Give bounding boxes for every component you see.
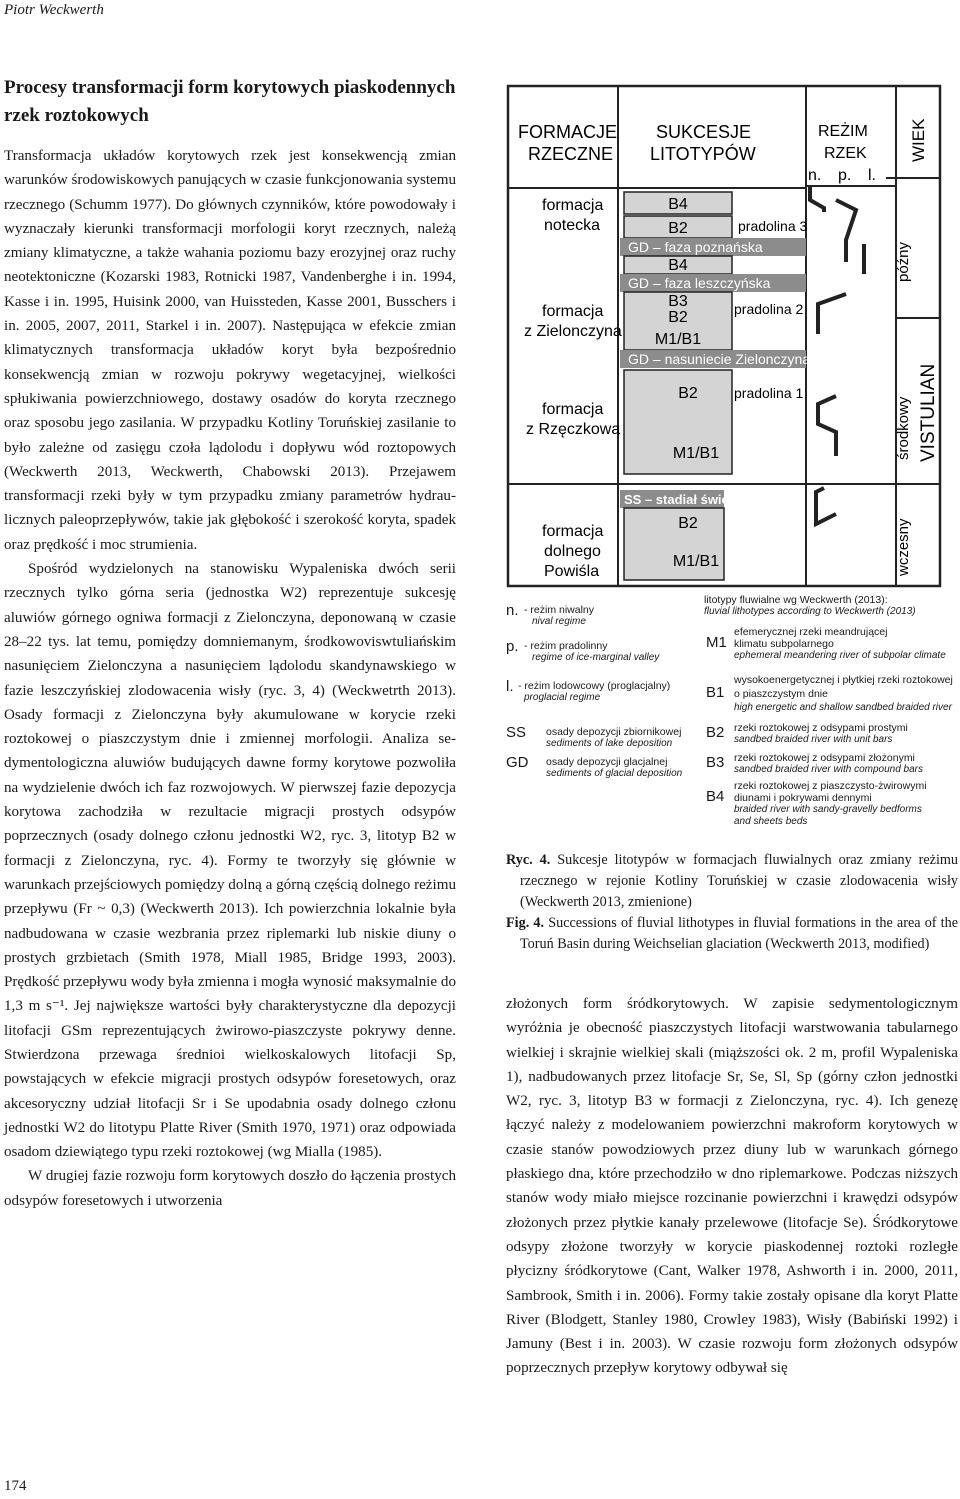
caption-pl-text: Sukcesje litotypów w formacjach fluwialnych oraz zmiany reżimu rzecznego w rejonie Kotliny Toruńskiej w czasie zlodowacenia wisły (Weckwerth 2013, zmienione) <box>520 852 959 910</box>
label-gd-poznan: GD – faza poznańska <box>628 239 763 255</box>
caption-en-label: Fig. 4. <box>506 915 545 931</box>
legend-code-p: p. <box>506 638 519 655</box>
caption-pl <box>506 850 958 913</box>
legend-en-gd: sediments of glacial deposition <box>546 768 683 779</box>
caption-en <box>506 913 958 955</box>
legend-pl2-m1: klimatu subpolarnego <box>734 638 834 650</box>
legend-code-b2: B2 <box>706 724 725 741</box>
legend-en1-m1: ephemeral meandering river of subpolar climate <box>734 650 946 661</box>
label-pradolina-3: pradolina 3 <box>738 218 808 234</box>
legend-en-ss: sediments of lake deposition <box>546 738 673 749</box>
hdr-successions-1: SUKCESJE <box>656 122 752 142</box>
legend-pl1-b2: rzeki roztokowej z odsypami prostymi <box>734 722 908 734</box>
hdr-regime-1: REŻIM <box>818 123 868 140</box>
legend-en1-b4: braided river with sandy-gravelly bedforms <box>734 804 922 815</box>
hdr-regime-n: n. <box>808 167 822 184</box>
regime-mark-6 <box>816 488 836 524</box>
legend-code-b3: B3 <box>706 754 725 771</box>
regime-mark-4 <box>818 294 846 334</box>
legend-pl-gd: osady depozycji glacjalnej <box>546 756 668 768</box>
formation-powisle-1: formacja <box>542 523 604 540</box>
litho-b2-low: B2 <box>678 385 698 402</box>
hdr-age: WIEK <box>909 118 928 162</box>
paragraph-2: Spośród wydzielonych na stanowisku Wypaleniska dwóch serii rzecznych tylko górna seria (jednostka W2) reprezentuje sukcesję aluwiów górnego ogniwa formacji z Zielonczyna, deponowaną w czasie 28–22 tys. lat temu, pomiędzy domniemanym, środkowoviswtuliańskim nasunięciem Zielonczyna a nasunięciem lądolodu skandynawskiego w fazie leszczyńskiej zlodowacenia wisły (ryc. 3, 4) (Weckwetrth 2013). Osady formacji z Zielonczyna były akumulowane w korycie rzeki roztokowej o piaszczystym dnie i zmiennej morfologii. Analiza sedymentologiczna aluwiów budujących dawne formy korytowe pozwoliła na wydzielenie dwóch ich faz rozwojowych. W pierwszej fazie depozycja korytowa zachodziła w rezultacie migracji prostych odsypów poprzecznych (osady dolnego członu jednostki W2, ryc. 3, litotyp B2 w formacji z Zielonczyna, ryc. 4). Formy te tworzyły się głównie w warunkach przejściowych pomiędzy dolną a górną częścią dolnego reżimu przepływu (Fr ~ 0,3) (Weckwerth 2013). Ich powierzchnia lokalnie była nadbudowana w czasie wezbrania przez riplemarki lub niskie diuny o prostych grzbietach (Smith 1978, Miall 1985, Bridge 1993, 2003). Prędkość przepływu wody była zmienna i mogła wynosić maksymalnie do 1,3 m s⁻¹. Jej największe wartości były charakterystyczne dla depozycji litofacji GSm reprezentujących żwirowo-piaszczyste pokrywy denne. Stwierdzona przewaga średnioi wielkoskalowych litofacji Sp, powstających w efekcie migracji prostych odsypów foresetowych, oraz akcesoryczny udział litofacji Sr i Se upodabnia osady dolnego członu jednostki W2 do litotypu Platte River (Smith 1970, 1971) oraz odpowiada osadom dziewiątego typu rzeki roztokowej (wg Mialla (1985). <box>4 561 456 1161</box>
age-late: późny <box>895 241 912 282</box>
legend-code-b1: B1 <box>706 684 725 701</box>
legend-en-l: proglacial regime <box>524 692 601 703</box>
litho-b2-mid: B2 <box>668 309 688 326</box>
litho-b2-bot: B2 <box>678 515 698 532</box>
legend-code-l: l. <box>506 678 514 695</box>
litho-m1b1-low: M1/B1 <box>672 445 720 462</box>
section-title: Procesy transformacji form korytowych piaskodennych rzek roztokowych <box>4 77 456 126</box>
hdr-successions-2: LITOTYPÓW <box>650 144 756 164</box>
hdr-formations-1: FORMACJE <box>518 122 617 142</box>
formation-powisle-2: dolnego <box>544 543 601 560</box>
label-gd-zielonczyn: GD – nasuniecie Zielonczyna <box>628 351 811 367</box>
legend-pl1-b3: rzeki roztokowej z odsypami złożonymi <box>734 752 915 764</box>
litho-b2-top: B2 <box>668 220 688 237</box>
left-column <box>4 74 456 1213</box>
caption-en-text: Successions of fluvial lithotypes in fluvial formations in the area of the Toruń Basin during Weichselian glaciation (Weckwerth 2013, modified) <box>520 915 959 952</box>
age-vistulian: VISTULIAN <box>918 363 939 462</box>
running-head-author: Piotr Weckwerth <box>4 2 104 18</box>
hdr-regime-p: p. <box>838 167 852 184</box>
legend-en2-b4: and sheets beds <box>734 816 808 827</box>
label-pradolina-2: pradolina 2 <box>734 301 804 317</box>
legend-code-gd: GD <box>506 754 529 771</box>
label-pradolina-1: pradolina 1 <box>734 385 804 401</box>
legend-pl1-m1: efemerycznej rzeki meandrującej <box>734 626 888 638</box>
legend-code-n: n. <box>506 602 519 619</box>
legend-code-b4: B4 <box>706 788 725 805</box>
legend-pl-p: - reżim pradolinny <box>524 640 608 652</box>
caption-pl-label: Ryc. 4. <box>506 852 551 868</box>
legend-pl1-b4: rzeki roztokowej z piaszczysto-żwirowymi <box>734 780 927 792</box>
legend-pl-l: - reżim lodowcowy (proglacjalny) <box>518 680 671 692</box>
formation-rzeczkow-2: z Rzęczkowa <box>526 421 621 438</box>
age-early: wczesny <box>895 518 912 576</box>
figure-caption <box>506 850 958 955</box>
page-number: 174 <box>4 1478 27 1494</box>
left-body <box>4 144 456 1213</box>
legend-pl2-b4: diunami i pokrywami dennymi <box>734 792 872 804</box>
litho-m1b1-mid: M1/B1 <box>654 331 702 348</box>
legend-en-n: nival regime <box>532 616 586 627</box>
legend-code-ss: SS <box>506 724 527 741</box>
label-ss-swiecie: SS – stadiał świecia <box>624 492 747 507</box>
regime-mark-5 <box>818 396 836 456</box>
hdr-formations-2: RZECZNE <box>528 144 613 164</box>
legend-pl-n: - reżim niwalny <box>524 604 595 616</box>
litho-b3: B3 <box>668 293 688 310</box>
legend-pl-ss: osady depozycji zbiornikowej <box>546 726 682 738</box>
right-paragraph: złożonych form śródkorytowych. W zapisie sedymentologicznym wyróżnia je obecność piaszczystych litofacji warstwowania tabularnego wielkiej i skrajnie wielkiej skali (miąższości ok. 2 m, profil Wypaleniska 1), nadbudowanych przez litofacje Sr, Se, Sl, Sp (górny człon jednostki W2, ryc. 3, litotyp B3 w formacji z Zielonczyna, ryc. 4). Ich genezę łączyć należy z modelowaniem powierzchni makroform korytowych w czasie stanów powodziowych przez diuny lub w warunkach górnego płaskiego dna, które przechodziło w dno riplemarkowe. Podczas niższych stanów wody miało miejsce rozcinanie powierzchni i krawędzi odsypów złożonych przez płytkie kanały przelewowe (litofacje Se). Śródkorytowe odsypy złożone tworzyły w korycie piaskodennej roztoki rozległe płycizny śródkorytowe (Cant, Walker 1978, Ashworth i in. 2000, 2011, Sambrook, Smith i in. 2006). Formy takie zostały opisane dla koryt Platte River (Blodgett, Stanley 1980, Crowley 1983), Wisły (Babiński 1992) i Jamuny (Best i in. 2003). W czasie rozwoju form złożonych odsypów poprzecznych przepływ korytowy odbywał się <box>506 996 958 1377</box>
legend-pl1-b1: wysokoenergetycznej i płytkiej rzeki roztokowej <box>734 674 953 686</box>
hdr-regime-l: l. <box>868 167 876 184</box>
formation-notecka-1: formacja <box>542 197 604 214</box>
formation-powisle-3: Powiśla <box>544 563 600 580</box>
legend-code-m1: M1 <box>706 634 727 651</box>
formation-zielonczyn-1: formacja <box>542 303 604 320</box>
legend-pl2-b1: o piaszczystym dnie <box>734 688 828 700</box>
legend-lithotypes <box>704 592 958 836</box>
paragraph-3: W drugiej fazie rozwoju form korytowych doszło do łączenia prostych odsypów foresetowych i utworzenia <box>4 1168 456 1209</box>
formation-rzeczkow-1: formacja <box>542 401 604 418</box>
litho-b4-top: B4 <box>668 196 688 213</box>
legend-en1-b1: high energetic and shallow sandbed braided river <box>734 702 952 713</box>
litho-b4-mid: B4 <box>668 257 688 274</box>
legend-litho-title-en: fluvial lithotypes according to Weckwerth (2013) <box>704 606 916 617</box>
legend-en-p: regime of ice-marginal valley <box>532 652 660 663</box>
regime-mark-1 <box>810 186 824 212</box>
legend-en1-b3: sandbed braided river with compound bars <box>734 764 923 775</box>
label-gd-leszczyn: GD – faza leszczyńska <box>628 275 771 291</box>
legend-regime <box>506 602 696 802</box>
litho-m1b1-bot: M1/B1 <box>672 553 720 570</box>
formation-zielonczyn-2: z Zielonczyna <box>524 323 622 340</box>
legend-en1-b2: sandbed braided river with unit bars <box>734 734 893 745</box>
age-middle: środkowy <box>895 396 912 460</box>
paragraph-1: Transformacja układów korytowych rzek jest konsekwencją zmian warunków środowiskowych panujących w czasie funkcjonowania systemu rzecznego (Schumm 1977). Do głównych czynników, które powodowały i wyznaczały kierunki transformacji morfologii koryt rzecznych, należą zmiany klimatyczne, a także wahania poziomu bazy erozyjnej oraz ruchy neotektoniczne (Kozarski 1983, Rotnicki 1987, Vandenberghe i in. 1994, Kasse i in. 1995, Huisink 2000, van Huissteden, Kasse 2001, Busschers i in. 2005, 2007, 2011, Starkel i in. 2007). Następująca w efekcie zmian klimatycznych transformacja układów koryt była bezpośrednio konsekwencją zmian w rozwoju pokrywy wegetacyjnej, wielkości spłukiwania powierzchniowego, dostawy osadów do koryta rzecznego oraz sposobu jego zasilania. W przypadku Kotliny Toruńskiej zasilanie to było zależne od zasięgu czoła lądolodu i dopływu wód roztopowych (Weckwerth 2013, Weckwerth, Chabowski 2013). Przejawem transformacji rzeki były w tym przypadku zmiany parametrów hydraulicznych paleoprzepływów, takie jak głębokość i szerokość koryta, spadek oraz prędkość i moc strumienia. <box>4 148 456 553</box>
formation-notecka-2: notecka <box>544 217 601 234</box>
regime-mark-2 <box>836 200 856 262</box>
hdr-regime-2: RZEK <box>824 145 867 162</box>
legend-litho-title-pl: litotypy fluwialne wg Weckwerth (2013): <box>704 594 888 606</box>
right-column <box>506 992 958 1381</box>
